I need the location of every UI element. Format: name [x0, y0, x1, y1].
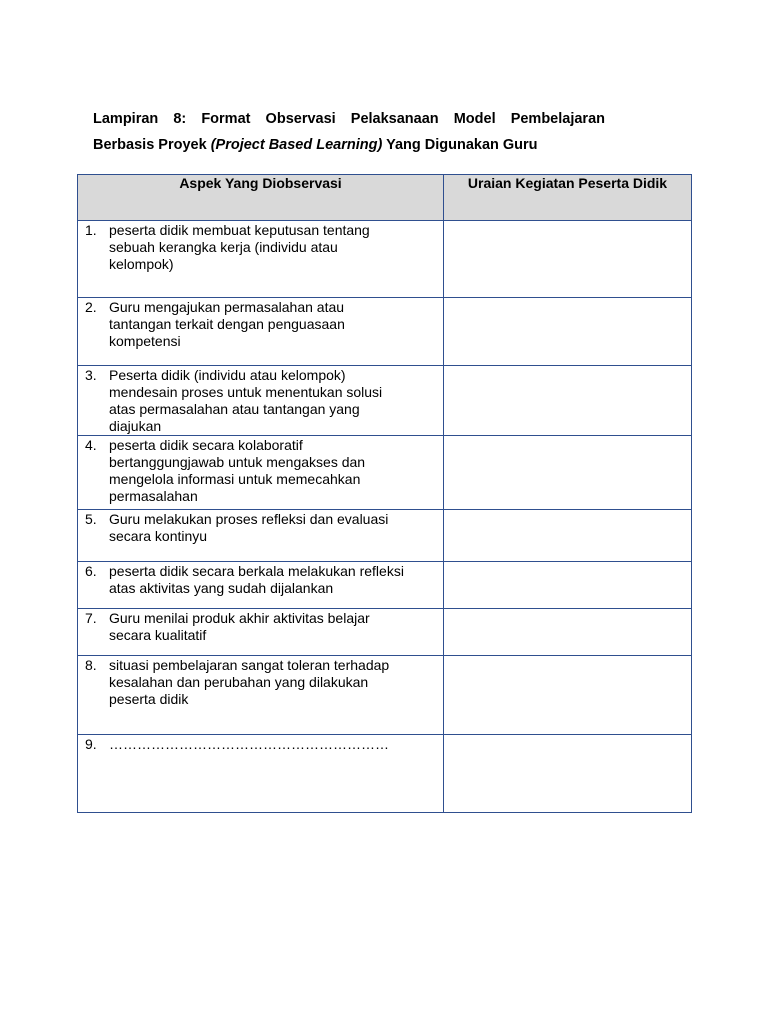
item-text: Peserta didik (individu atau kelompok) mendesain proses untuk menentukan solusi atas permasalahan atau tantangan yang diajukan [109, 367, 383, 434]
item-text: Guru mengajukan permasalahan atau tantangan terkait dengan penguasaan kompetensi [109, 299, 345, 349]
item-number: 1. [85, 222, 97, 238]
item-text: peserta didik membuat keputusan tentang sebuah kerangka kerja (individu atau kelompok) [109, 222, 370, 272]
answer-cell[interactable] [444, 656, 692, 735]
table-row [78, 436, 692, 510]
aspect-cell [78, 298, 444, 366]
aspect-cell [78, 562, 444, 609]
title-suffix: Yang Digunakan Guru [382, 137, 538, 153]
item-number: 4. [85, 437, 97, 453]
aspect-cell [78, 510, 444, 562]
item-number: 5. [85, 511, 97, 527]
table-row [78, 735, 692, 813]
title-italic: (Project Based Learning) [210, 137, 383, 153]
aspect-cell [78, 436, 444, 510]
answer-cell[interactable] [444, 298, 692, 366]
item-number: 7. [85, 610, 97, 626]
table-row [78, 366, 692, 436]
table-row [78, 656, 692, 735]
table-row [78, 298, 692, 366]
table-row [78, 510, 692, 562]
item-text: peserta didik secara berkala melakukan refleksi atas aktivitas yang sudah dijalankan [109, 563, 404, 596]
item-text: …………………………………………………… [109, 736, 389, 752]
answer-cell[interactable] [444, 510, 692, 562]
item-text: Guru melakukan proses refleksi dan evaluasi secara kontinyu [109, 511, 389, 544]
header-aspect: Aspek Yang Diobservasi [78, 175, 444, 221]
title-prefix: Berbasis Proyek [93, 137, 211, 153]
aspect-cell [78, 221, 444, 298]
header-activity-description: Uraian Kegiatan Peserta Didik [444, 175, 692, 221]
aspect-cell [78, 656, 444, 735]
table-row [78, 609, 692, 656]
item-number: 6. [85, 563, 97, 579]
item-text: Guru menilai produk akhir aktivitas belajar secara kualitatif [109, 610, 370, 643]
document-title-line-2 [93, 136, 605, 154]
aspect-cell [78, 609, 444, 656]
answer-cell[interactable] [444, 735, 692, 813]
table-row [78, 562, 692, 609]
answer-cell[interactable] [444, 562, 692, 609]
item-text: peserta didik secara kolaboratif bertanggungjawab untuk mengakses dan mengelola informasi untuk memecahkan permasalahan [109, 437, 366, 504]
item-number: 8. [85, 657, 97, 673]
aspect-cell [78, 735, 444, 813]
table-row [78, 221, 692, 298]
aspect-cell [78, 366, 444, 436]
answer-cell[interactable] [444, 609, 692, 656]
answer-cell[interactable] [444, 221, 692, 298]
answer-cell[interactable] [444, 436, 692, 510]
item-number: 9. [85, 736, 97, 752]
item-text: situasi pembelajaran sangat toleran terhadap kesalahan dan perubahan yang dilakukan peserta didik [109, 657, 390, 707]
table-header-row [78, 175, 692, 221]
item-number: 2. [85, 299, 97, 315]
answer-cell[interactable] [444, 366, 692, 436]
item-number: 3. [85, 367, 97, 383]
document-title-line-1: Lampiran 8: Format Observasi Pelaksanaan Model Pembelajaran [93, 111, 605, 127]
observation-table [77, 174, 692, 813]
